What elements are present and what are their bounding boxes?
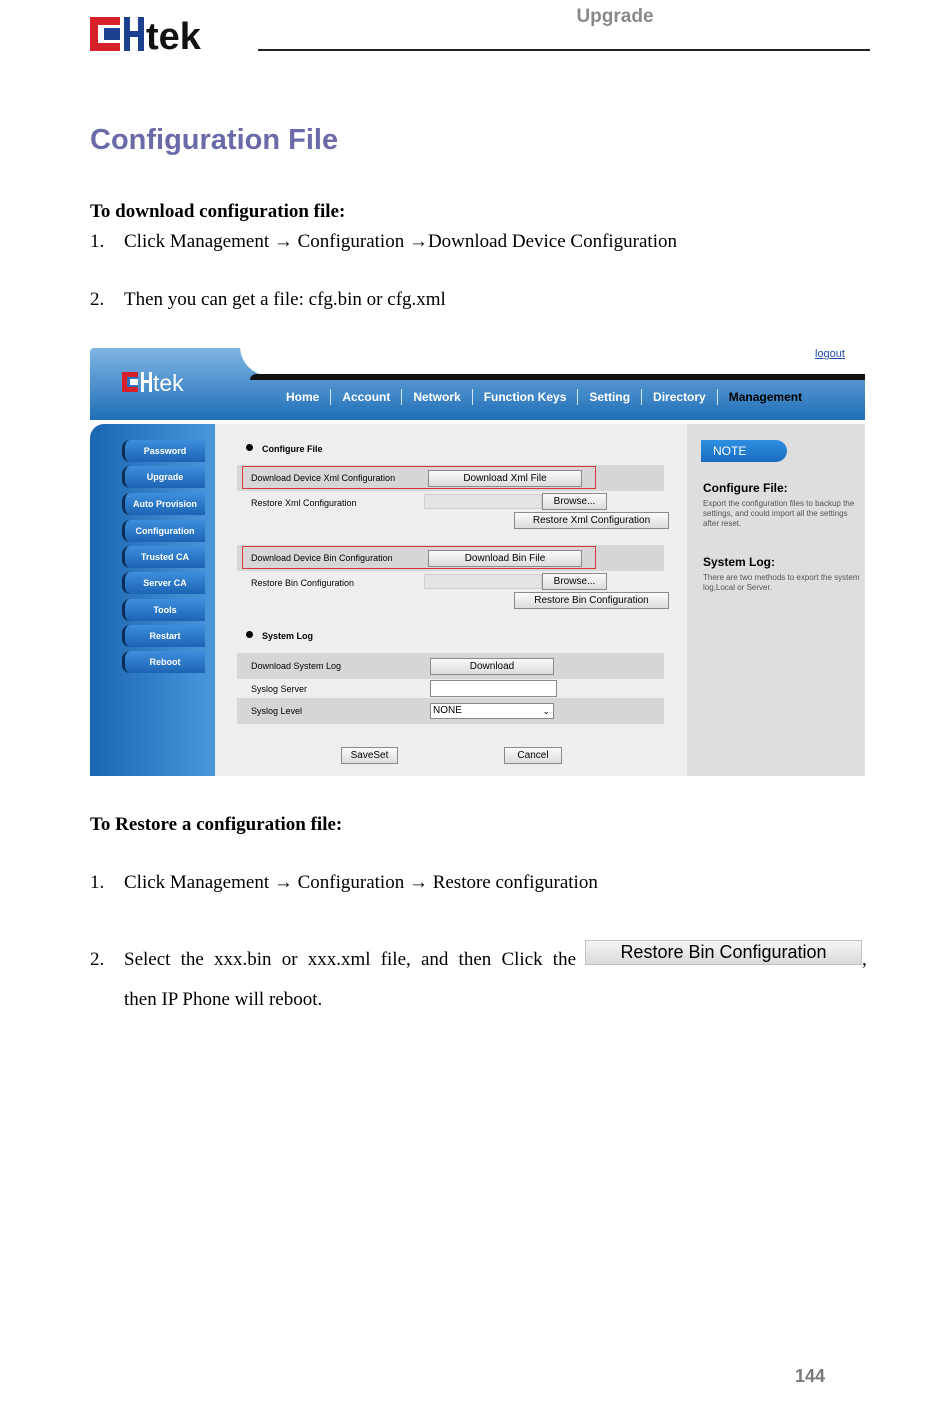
highlight-box [242,546,596,569]
sidebar-item-auto-provision[interactable]: Auto Provision [122,493,205,515]
step-number: 1. [90,872,105,893]
sidebar-item-server-ca[interactable]: Server CA [122,572,205,594]
restore-xml-file-field[interactable] [424,494,542,509]
web-ui-screenshot [90,346,865,776]
syslog-server-label: Syslog Server [251,684,308,694]
note-panel [687,424,865,776]
htek-logo [88,14,260,54]
syslog-level-label: Syslog Level [251,706,303,716]
sidebar-item-reboot[interactable]: Reboot [122,651,205,673]
cancel-button[interactable]: Cancel [504,747,562,764]
restore-step-2-number [90,949,120,973]
svg-text:tek: tek [153,370,184,394]
step-number: 2. [90,289,105,310]
restore-xml-label: Restore Xml Configuration [251,498,357,508]
nav-network[interactable]: Network [402,389,472,405]
download-log-label: Download System Log [251,661,342,671]
download-xml-button[interactable]: Download Xml File [428,470,582,487]
sidebar [90,424,215,776]
configure-file-title: Configure File [262,444,323,454]
syslog-server-input[interactable] [430,680,557,697]
bullet-icon [246,444,253,451]
syslog-level-value: NONE [433,705,462,716]
top-banner-cutout [240,346,865,376]
sidebar-item-trusted-ca[interactable]: Trusted CA [122,546,205,568]
restore-step-2-text: Select the xxx.bin or xxx.xml file, and then Click the [124,949,576,970]
restore-xml-button[interactable]: Restore Xml Configuration [514,512,669,529]
htek-logo-small [122,370,218,394]
main-nav [275,388,813,406]
nav-account[interactable]: Account [331,389,402,405]
restore-step-2-comma: , [862,949,867,970]
browse-bin-button[interactable]: Browse... [542,573,607,590]
nav-function-keys[interactable]: Function Keys [473,389,579,405]
note-system-log-heading: System Log: [703,555,776,569]
download-heading: To download configuration file: [90,201,346,222]
bullet-icon [246,631,253,638]
config-panel [215,424,687,776]
system-log-title: System Log [262,631,314,641]
download-xml-label: Download Device Xml Configuration [251,473,396,483]
note-tab: NOTE [701,440,787,462]
header-rule [258,49,870,51]
download-bin-label: Download Device Bin Configuration [251,553,393,563]
note-system-log-text: There are two methods to export the system log,Local or Server. [703,573,860,592]
download-step-2 [90,289,790,313]
download-log-button[interactable]: Download [430,658,554,675]
sidebar-item-configuration[interactable]: Configuration [122,520,205,542]
chevron-down-icon: ⌄ [542,706,550,716]
note-configure-file-heading: Configure File: [703,481,788,495]
restore-heading: To Restore a configuration file: [90,814,343,835]
nav-divider [250,374,865,380]
saveset-button[interactable]: SaveSet [341,747,398,764]
step-number: 1. [90,231,105,252]
syslog-level-select[interactable] [430,703,554,719]
restore-bin-label: Restore Bin Configuration [251,578,355,588]
nav-setting[interactable]: Setting [578,389,642,405]
sidebar-item-restart[interactable]: Restart [122,625,205,647]
nav-home[interactable]: Home [275,389,331,405]
restore-step-1 [90,872,790,896]
step-text: Click Management → Configuration →Download Device Configuration [124,231,677,252]
download-bin-button[interactable]: Download Bin File [428,550,582,567]
header-title: Upgrade [576,6,654,27]
sidebar-item-upgrade[interactable]: Upgrade [122,466,205,488]
note-configure-file-text: Export the configuration files to backup the settings, and could import all the settings after reset. [703,499,855,528]
step-text: Then you can get a file: cfg.bin or cfg.xml [124,289,446,310]
highlight-box [242,466,596,489]
step-text: Click Management → Configuration → Restore configuration [124,872,598,893]
restore-step-2-line2: then IP Phone will reboot. [124,989,323,1010]
browse-xml-button[interactable]: Browse... [542,493,607,510]
download-step-1 [90,231,790,255]
svg-text:tek: tek [146,16,201,54]
section-title: Configuration File [90,124,339,156]
syslog-level-row [237,698,664,724]
nav-management[interactable]: Management [728,390,803,404]
restore-bin-file-field[interactable] [424,574,542,589]
restore-bin-inline-button: Restore Bin Configuration [585,940,862,965]
nav-directory[interactable]: Directory [642,389,718,405]
page-number: 144 [794,1366,826,1386]
logout-link[interactable]: logout [815,348,845,360]
sidebar-item-password[interactable]: Password [122,440,205,462]
step-number: 2. [90,949,105,970]
sidebar-item-tools[interactable]: Tools [122,599,205,621]
restore-bin-button[interactable]: Restore Bin Configuration [514,592,669,609]
